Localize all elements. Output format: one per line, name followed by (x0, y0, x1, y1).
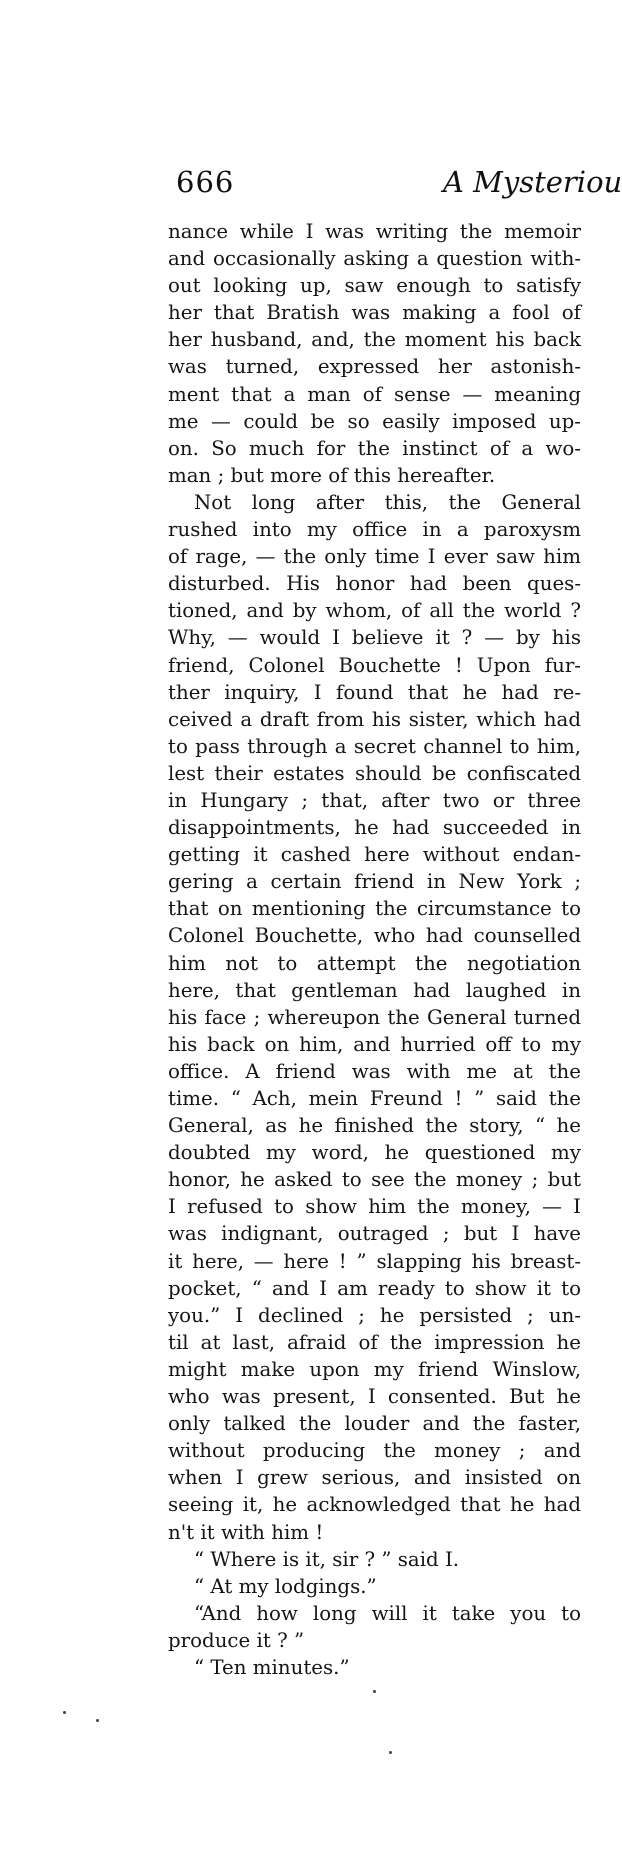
speck (96, 1719, 99, 1722)
text-line: n't it with him ! (168, 1520, 324, 1544)
text-line: Colonel Bouchette, who had counselled (168, 924, 581, 948)
text-line: nance while I was writing the memoir (168, 220, 581, 243)
text-line: “And how long will it take you to (194, 1601, 581, 1625)
text-line: out looking up, saw enough to satisfy (168, 274, 581, 298)
text-line: on. So much for the instinct of a wo- (168, 436, 581, 460)
speck (389, 1751, 392, 1754)
text-line: and occasionally asking a question with- (168, 247, 581, 271)
text-line: time. “ Ach, mein Freund ! ” said the (168, 1087, 581, 1110)
text-line: getting it cashed here without endan- (168, 843, 581, 867)
text-line: office. A friend was with me at the (168, 1059, 581, 1083)
text-line: “ Ten minutes.” (194, 1655, 350, 1679)
text-line: honor, he asked to see the money ; but (168, 1168, 581, 1192)
text-line: it here, — here ! ” slapping his breast- (168, 1249, 581, 1273)
text-line: disturbed. His honor had been ques- (168, 572, 581, 596)
text-line: pocket, “ and I am ready to show it to (168, 1276, 581, 1300)
speck (373, 1690, 376, 1693)
text-line: his face ; whereupon the General turned (168, 1005, 581, 1029)
text-line: ther inquiry, I found that he had re- (168, 680, 581, 704)
body-text (168, 218, 581, 1681)
text-line: to pass through a secret channel to him, (168, 734, 581, 758)
text-line: might make upon my friend Winslow, (168, 1357, 581, 1381)
text-line: “ At my lodgings.” (194, 1574, 377, 1598)
text-line: was turned, expressed her astonish- (168, 355, 581, 379)
text-line: here, that gentleman had laughed in (168, 978, 581, 1002)
text-line: in Hungary ; that, after two or three (168, 788, 581, 812)
text-line: tioned, and by whom, of all the world ? (168, 599, 581, 623)
text-line: General, as he finished the story, “ he (168, 1114, 581, 1138)
text-line: doubted my word, he questioned my (168, 1141, 581, 1165)
page-header (176, 165, 622, 205)
text-line: til at last, afraid of the impression he (168, 1330, 581, 1354)
text-line: “ Where is it, sir ? ” said I. (194, 1547, 460, 1571)
text-line: you.” I declined ; he persisted ; un- (168, 1303, 581, 1327)
text-line: rushed into my office in a paroxysm (168, 518, 581, 542)
text-line: was indignant, outraged ; but I have (168, 1222, 581, 1246)
text-line: when I grew serious, and insisted on (168, 1466, 581, 1490)
text-line: Why, — would I believe it ? — by his (168, 626, 581, 650)
text-line: man ; but more of this hereafter. (168, 463, 496, 487)
text-line: friend, Colonel Bouchette ! Upon fur- (168, 653, 581, 677)
text-line: her that Bratish was making a fool of (168, 301, 581, 325)
running-title: A Mysteriou (443, 165, 622, 199)
text-line: without producing the money ; and (168, 1439, 581, 1463)
text-line: of rage, — the only time I ever saw him (168, 545, 581, 569)
text-line: her husband, and, the moment his back (168, 328, 581, 352)
text-line: I refused to show him the money, — I (168, 1195, 581, 1219)
speck (63, 1711, 66, 1714)
page-number: 666 (176, 165, 235, 199)
text-line: Not long after this, the General (194, 490, 581, 514)
text-line: who was present, I consented. But he (168, 1385, 581, 1409)
text-line: ceived a draft from his sister, which had (168, 707, 581, 731)
text-line: his back on him, and hurried off to my (168, 1032, 581, 1056)
text-line: lest their estates should be confiscated (168, 761, 581, 785)
text-line: that on mentioning the circumstance to (168, 897, 581, 921)
text-line: gering a certain friend in New York ; (168, 870, 581, 894)
text-line: disappointments, he had succeeded in (168, 816, 581, 840)
text-line: him not to attempt the negotiation (168, 951, 581, 975)
text-line: me — could be so easily imposed up- (168, 409, 581, 433)
text-line: seeing it, he acknowledged that he had (168, 1493, 581, 1517)
text-line: ment that a man of sense — meaning (168, 382, 581, 406)
text-line: only talked the louder and the faster, (168, 1412, 581, 1436)
text-line: produce it ? ” (168, 1628, 305, 1652)
